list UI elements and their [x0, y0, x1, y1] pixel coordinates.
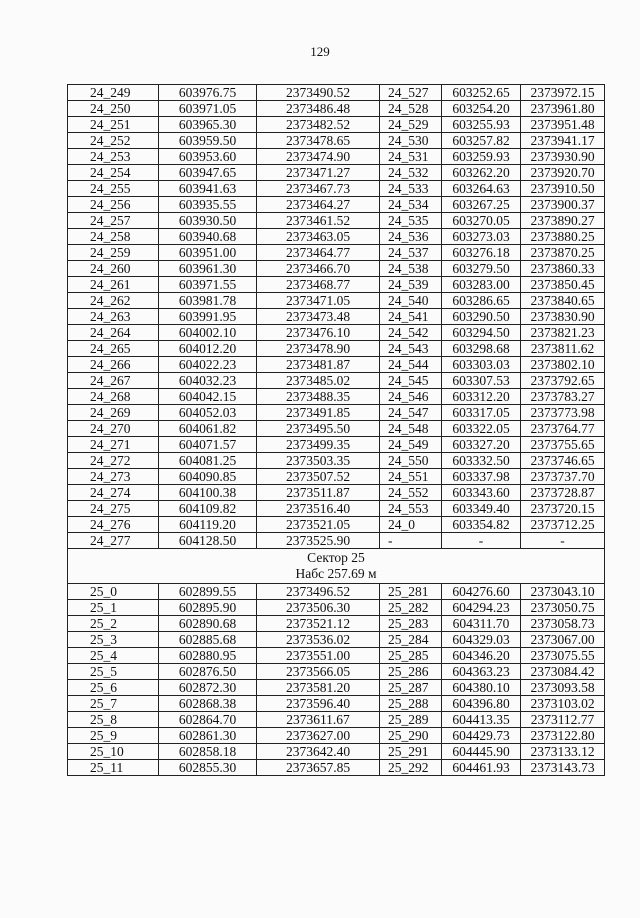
y-coordinate-2-cell: 2373112.77 [521, 712, 605, 728]
x-coordinate-cell: 603961.30 [159, 261, 257, 277]
table-row [68, 485, 605, 501]
y-coordinate-2-cell: 2373058.73 [521, 616, 605, 632]
y-coordinate-cell: 2373478.90 [257, 341, 380, 357]
table-row [68, 632, 605, 648]
point-id-cell: 24_263 [68, 309, 159, 325]
x-coordinate-2-cell: 603349.40 [442, 501, 521, 517]
y-coordinate-2-cell: 2373961.80 [521, 101, 605, 117]
point-id-cell: 24_259 [68, 245, 159, 261]
y-coordinate-cell: 2373581.20 [257, 680, 380, 696]
x-coordinate-2-cell: 603270.05 [442, 213, 521, 229]
point-id-2-cell: - [380, 533, 442, 549]
x-coordinate-2-cell: 604429.73 [442, 728, 521, 744]
point-id-cell: 24_252 [68, 133, 159, 149]
x-coordinate-cell: 604012.20 [159, 341, 257, 357]
y-coordinate-cell: 2373499.35 [257, 437, 380, 453]
y-coordinate-2-cell: 2373811.62 [521, 341, 605, 357]
table-row [68, 133, 605, 149]
y-coordinate-cell: 2373657.85 [257, 760, 380, 776]
point-id-cell: 24_258 [68, 229, 159, 245]
sector-header-cell [68, 549, 605, 584]
y-coordinate-2-cell: 2373712.25 [521, 517, 605, 533]
x-coordinate-2-cell: 604311.70 [442, 616, 521, 632]
point-id-cell: 24_249 [68, 85, 159, 101]
x-coordinate-2-cell: 604396.80 [442, 696, 521, 712]
y-coordinate-cell: 2373503.35 [257, 453, 380, 469]
table-row [68, 728, 605, 744]
table-row [68, 664, 605, 680]
x-coordinate-2-cell: 603332.50 [442, 453, 521, 469]
x-coordinate-cell: 604071.57 [159, 437, 257, 453]
point-id-cell: 24_269 [68, 405, 159, 421]
point-id-2-cell: 24_552 [380, 485, 442, 501]
y-coordinate-2-cell: 2373930.90 [521, 149, 605, 165]
y-coordinate-2-cell: 2373840.65 [521, 293, 605, 309]
x-coordinate-cell: 602880.95 [159, 648, 257, 664]
x-coordinate-2-cell: 603267.25 [442, 197, 521, 213]
x-coordinate-cell: 604119.20 [159, 517, 257, 533]
x-coordinate-cell: 604022.23 [159, 357, 257, 373]
x-coordinate-2-cell: 603257.82 [442, 133, 521, 149]
point-id-cell: 24_254 [68, 165, 159, 181]
point-id-cell: 24_277 [68, 533, 159, 549]
table-row [68, 533, 605, 549]
x-coordinate-2-cell: 603327.20 [442, 437, 521, 453]
y-coordinate-2-cell: 2373720.15 [521, 501, 605, 517]
point-id-cell: 24_270 [68, 421, 159, 437]
point-id-cell: 24_255 [68, 181, 159, 197]
y-coordinate-2-cell: 2373764.77 [521, 421, 605, 437]
point-id-2-cell: 25_291 [380, 744, 442, 760]
y-coordinate-cell: 2373471.27 [257, 165, 380, 181]
x-coordinate-cell: 603971.05 [159, 101, 257, 117]
x-coordinate-cell: 604109.82 [159, 501, 257, 517]
y-coordinate-cell: 2373478.65 [257, 133, 380, 149]
table-row [68, 213, 605, 229]
point-id-cell: 25_8 [68, 712, 159, 728]
y-coordinate-cell: 2373476.10 [257, 325, 380, 341]
x-coordinate-2-cell: 603264.63 [442, 181, 521, 197]
x-coordinate-2-cell: 603290.50 [442, 309, 521, 325]
x-coordinate-2-cell: 603354.82 [442, 517, 521, 533]
point-id-cell: 25_11 [68, 760, 159, 776]
y-coordinate-cell: 2373481.87 [257, 357, 380, 373]
y-coordinate-cell: 2373511.87 [257, 485, 380, 501]
y-coordinate-2-cell: 2373900.37 [521, 197, 605, 213]
point-id-2-cell: 24_550 [380, 453, 442, 469]
x-coordinate-cell: 603941.63 [159, 181, 257, 197]
x-coordinate-2-cell: 603312.20 [442, 389, 521, 405]
x-coordinate-cell: 604061.82 [159, 421, 257, 437]
y-coordinate-2-cell: 2373802.10 [521, 357, 605, 373]
point-id-cell: 24_256 [68, 197, 159, 213]
x-coordinate-cell: 604100.38 [159, 485, 257, 501]
x-coordinate-2-cell: 603317.05 [442, 405, 521, 421]
y-coordinate-2-cell: 2373860.33 [521, 261, 605, 277]
point-id-2-cell: 24_549 [380, 437, 442, 453]
point-id-cell: 24_273 [68, 469, 159, 485]
point-id-2-cell: 24_542 [380, 325, 442, 341]
y-coordinate-cell: 2373464.27 [257, 197, 380, 213]
point-id-2-cell: 25_285 [380, 648, 442, 664]
point-id-2-cell: 25_287 [380, 680, 442, 696]
y-coordinate-cell: 2373495.50 [257, 421, 380, 437]
y-coordinate-cell: 2373642.40 [257, 744, 380, 760]
y-coordinate-2-cell: 2373075.55 [521, 648, 605, 664]
table-row [68, 744, 605, 760]
x-coordinate-2-cell: 603298.68 [442, 341, 521, 357]
x-coordinate-2-cell: 604445.90 [442, 744, 521, 760]
x-coordinate-2-cell: 603322.05 [442, 421, 521, 437]
point-id-2-cell: 24_545 [380, 373, 442, 389]
point-id-cell: 24_264 [68, 325, 159, 341]
point-id-cell: 24_250 [68, 101, 159, 117]
point-id-cell: 24_251 [68, 117, 159, 133]
x-coordinate-2-cell: 603252.65 [442, 85, 521, 101]
y-coordinate-2-cell: 2373773.98 [521, 405, 605, 421]
y-coordinate-cell: 2373464.77 [257, 245, 380, 261]
table-row [68, 469, 605, 485]
y-coordinate-cell: 2373521.05 [257, 517, 380, 533]
point-id-cell: 24_253 [68, 149, 159, 165]
point-id-2-cell: 25_284 [380, 632, 442, 648]
sector-header-row [68, 549, 605, 584]
table-row [68, 648, 605, 664]
y-coordinate-2-cell: 2373084.42 [521, 664, 605, 680]
x-coordinate-2-cell: 603255.93 [442, 117, 521, 133]
table-row [68, 680, 605, 696]
x-coordinate-cell: 602855.30 [159, 760, 257, 776]
y-coordinate-cell: 2373496.52 [257, 584, 380, 600]
point-id-2-cell: 25_292 [380, 760, 442, 776]
x-coordinate-cell: 604002.10 [159, 325, 257, 341]
x-coordinate-cell: 603947.65 [159, 165, 257, 181]
table-row [68, 149, 605, 165]
table-row [68, 712, 605, 728]
x-coordinate-cell: 602861.30 [159, 728, 257, 744]
x-coordinate-cell: 602899.55 [159, 584, 257, 600]
x-coordinate-2-cell: 604380.10 [442, 680, 521, 696]
sector-title: Сектор 25 [307, 550, 365, 565]
x-coordinate-cell: 602895.90 [159, 600, 257, 616]
y-coordinate-2-cell: 2373737.70 [521, 469, 605, 485]
y-coordinate-2-cell: 2373941.17 [521, 133, 605, 149]
x-coordinate-2-cell: 603259.93 [442, 149, 521, 165]
table-row [68, 696, 605, 712]
x-coordinate-cell: 603940.68 [159, 229, 257, 245]
table-row [68, 165, 605, 181]
table-row [68, 229, 605, 245]
point-id-2-cell: 24_535 [380, 213, 442, 229]
x-coordinate-cell: 603976.75 [159, 85, 257, 101]
y-coordinate-cell: 2373491.85 [257, 405, 380, 421]
x-coordinate-2-cell: 603286.65 [442, 293, 521, 309]
point-id-2-cell: 24_530 [380, 133, 442, 149]
point-id-2-cell: 24_553 [380, 501, 442, 517]
y-coordinate-2-cell: 2373043.10 [521, 584, 605, 600]
x-coordinate-2-cell: 603337.98 [442, 469, 521, 485]
point-id-cell: 24_275 [68, 501, 159, 517]
table-row [68, 277, 605, 293]
x-coordinate-cell: 603981.78 [159, 293, 257, 309]
y-coordinate-2-cell: 2373951.48 [521, 117, 605, 133]
x-coordinate-2-cell: 604346.20 [442, 648, 521, 664]
y-coordinate-cell: 2373486.48 [257, 101, 380, 117]
x-coordinate-2-cell: 603276.18 [442, 245, 521, 261]
point-id-2-cell: 24_537 [380, 245, 442, 261]
x-coordinate-2-cell: 603303.03 [442, 357, 521, 373]
x-coordinate-2-cell: 603273.03 [442, 229, 521, 245]
point-id-2-cell: 25_288 [380, 696, 442, 712]
y-coordinate-cell: 2373473.48 [257, 309, 380, 325]
point-id-cell: 24_274 [68, 485, 159, 501]
y-coordinate-2-cell: 2373050.75 [521, 600, 605, 616]
point-id-2-cell: 24_546 [380, 389, 442, 405]
x-coordinate-cell: 604081.25 [159, 453, 257, 469]
sector-25-body [68, 584, 605, 776]
sector-24-body [68, 85, 605, 549]
point-id-cell: 24_272 [68, 453, 159, 469]
y-coordinate-cell: 2373506.30 [257, 600, 380, 616]
point-id-2-cell: 24_531 [380, 149, 442, 165]
y-coordinate-cell: 2373474.90 [257, 149, 380, 165]
y-coordinate-2-cell: 2373920.70 [521, 165, 605, 181]
table-row [68, 453, 605, 469]
y-coordinate-2-cell: 2373870.25 [521, 245, 605, 261]
point-id-2-cell: 25_286 [380, 664, 442, 680]
x-coordinate-cell: 603953.60 [159, 149, 257, 165]
y-coordinate-cell: 2373468.77 [257, 277, 380, 293]
table-row [68, 405, 605, 421]
y-coordinate-cell: 2373627.00 [257, 728, 380, 744]
x-coordinate-2-cell: 604294.23 [442, 600, 521, 616]
x-coordinate-2-cell: - [442, 533, 521, 549]
x-coordinate-cell: 603959.50 [159, 133, 257, 149]
table-row [68, 760, 605, 776]
y-coordinate-2-cell: 2373122.80 [521, 728, 605, 744]
table-row [68, 293, 605, 309]
x-coordinate-cell: 604090.85 [159, 469, 257, 485]
point-id-2-cell: 24_551 [380, 469, 442, 485]
x-coordinate-2-cell: 604461.93 [442, 760, 521, 776]
x-coordinate-cell: 603930.50 [159, 213, 257, 229]
point-id-2-cell: 24_547 [380, 405, 442, 421]
x-coordinate-cell: 602885.68 [159, 632, 257, 648]
sector-25-header [68, 549, 605, 584]
y-coordinate-cell: 2373467.73 [257, 181, 380, 197]
y-coordinate-2-cell: 2373103.02 [521, 696, 605, 712]
point-id-2-cell: 24_528 [380, 101, 442, 117]
point-id-cell: 25_7 [68, 696, 159, 712]
x-coordinate-2-cell: 604276.60 [442, 584, 521, 600]
x-coordinate-cell: 603965.30 [159, 117, 257, 133]
x-coordinate-cell: 604042.15 [159, 389, 257, 405]
y-coordinate-2-cell: 2373133.12 [521, 744, 605, 760]
table-row [68, 181, 605, 197]
x-coordinate-cell: 603951.00 [159, 245, 257, 261]
x-coordinate-cell: 602872.30 [159, 680, 257, 696]
point-id-cell: 25_9 [68, 728, 159, 744]
point-id-cell: 25_2 [68, 616, 159, 632]
y-coordinate-2-cell: 2373093.58 [521, 680, 605, 696]
x-coordinate-cell: 604128.50 [159, 533, 257, 549]
point-id-2-cell: 25_289 [380, 712, 442, 728]
x-coordinate-cell: 603971.55 [159, 277, 257, 293]
table-row [68, 117, 605, 133]
point-id-cell: 24_265 [68, 341, 159, 357]
point-id-cell: 25_0 [68, 584, 159, 600]
point-id-2-cell: 24_533 [380, 181, 442, 197]
point-id-cell: 25_3 [68, 632, 159, 648]
point-id-cell: 24_267 [68, 373, 159, 389]
y-coordinate-2-cell: 2373755.65 [521, 437, 605, 453]
point-id-2-cell: 24_543 [380, 341, 442, 357]
table-row [68, 197, 605, 213]
table-row [68, 373, 605, 389]
table-row [68, 584, 605, 600]
table-row [68, 421, 605, 437]
point-id-cell: 25_10 [68, 744, 159, 760]
point-id-2-cell: 25_282 [380, 600, 442, 616]
x-coordinate-2-cell: 603254.20 [442, 101, 521, 117]
y-coordinate-cell: 2373463.05 [257, 229, 380, 245]
y-coordinate-2-cell: - [521, 533, 605, 549]
page-number: 129 [310, 44, 330, 59]
y-coordinate-2-cell: 2373783.27 [521, 389, 605, 405]
point-id-cell: 24_276 [68, 517, 159, 533]
y-coordinate-cell: 2373566.05 [257, 664, 380, 680]
y-coordinate-cell: 2373516.40 [257, 501, 380, 517]
point-id-2-cell: 25_290 [380, 728, 442, 744]
y-coordinate-2-cell: 2373067.00 [521, 632, 605, 648]
y-coordinate-2-cell: 2373972.15 [521, 85, 605, 101]
x-coordinate-2-cell: 603343.60 [442, 485, 521, 501]
y-coordinate-2-cell: 2373830.90 [521, 309, 605, 325]
table-row [68, 517, 605, 533]
table-row [68, 325, 605, 341]
x-coordinate-cell: 604052.03 [159, 405, 257, 421]
table-row [68, 437, 605, 453]
x-coordinate-cell: 602890.68 [159, 616, 257, 632]
y-coordinate-2-cell: 2373792.65 [521, 373, 605, 389]
y-coordinate-2-cell: 2373746.65 [521, 453, 605, 469]
x-coordinate-cell: 603935.55 [159, 197, 257, 213]
point-id-cell: 24_261 [68, 277, 159, 293]
point-id-2-cell: 24_538 [380, 261, 442, 277]
point-id-cell: 24_262 [68, 293, 159, 309]
y-coordinate-cell: 2373551.00 [257, 648, 380, 664]
x-coordinate-2-cell: 603294.50 [442, 325, 521, 341]
point-id-2-cell: 24_536 [380, 229, 442, 245]
x-coordinate-cell: 602868.38 [159, 696, 257, 712]
point-id-2-cell: 24_527 [380, 85, 442, 101]
y-coordinate-2-cell: 2373890.27 [521, 213, 605, 229]
table-row [68, 261, 605, 277]
point-id-2-cell: 24_544 [380, 357, 442, 373]
point-id-2-cell: 24_529 [380, 117, 442, 133]
table-row [68, 501, 605, 517]
table-row [68, 309, 605, 325]
x-coordinate-2-cell: 603262.20 [442, 165, 521, 181]
y-coordinate-cell: 2373611.67 [257, 712, 380, 728]
point-id-2-cell: 24_539 [380, 277, 442, 293]
y-coordinate-cell: 2373521.12 [257, 616, 380, 632]
table-row [68, 600, 605, 616]
table-row [68, 85, 605, 101]
table-row [68, 616, 605, 632]
point-id-2-cell: 25_281 [380, 584, 442, 600]
y-coordinate-2-cell: 2373880.25 [521, 229, 605, 245]
x-coordinate-cell: 602876.50 [159, 664, 257, 680]
y-coordinate-2-cell: 2373850.45 [521, 277, 605, 293]
y-coordinate-cell: 2373485.02 [257, 373, 380, 389]
point-id-2-cell: 24_540 [380, 293, 442, 309]
y-coordinate-cell: 2373536.02 [257, 632, 380, 648]
coordinates-table [67, 84, 605, 776]
point-id-2-cell: 24_532 [380, 165, 442, 181]
point-id-cell: 24_257 [68, 213, 159, 229]
point-id-cell: 25_5 [68, 664, 159, 680]
sector-elevation: Набс 257.69 м [295, 566, 377, 581]
table-row [68, 357, 605, 373]
x-coordinate-cell: 602864.70 [159, 712, 257, 728]
x-coordinate-2-cell: 604329.03 [442, 632, 521, 648]
point-id-cell: 24_260 [68, 261, 159, 277]
x-coordinate-cell: 603991.95 [159, 309, 257, 325]
y-coordinate-2-cell: 2373821.23 [521, 325, 605, 341]
point-id-cell: 24_271 [68, 437, 159, 453]
table-row [68, 245, 605, 261]
y-coordinate-cell: 2373507.52 [257, 469, 380, 485]
point-id-cell: 24_266 [68, 357, 159, 373]
y-coordinate-2-cell: 2373143.73 [521, 760, 605, 776]
y-coordinate-cell: 2373466.70 [257, 261, 380, 277]
y-coordinate-cell: 2373488.35 [257, 389, 380, 405]
table-row [68, 101, 605, 117]
x-coordinate-cell: 602858.18 [159, 744, 257, 760]
x-coordinate-2-cell: 604413.35 [442, 712, 521, 728]
x-coordinate-cell: 604032.23 [159, 373, 257, 389]
table-row [68, 341, 605, 357]
y-coordinate-cell: 2373525.90 [257, 533, 380, 549]
y-coordinate-2-cell: 2373910.50 [521, 181, 605, 197]
point-id-cell: 25_4 [68, 648, 159, 664]
y-coordinate-cell: 2373471.05 [257, 293, 380, 309]
x-coordinate-2-cell: 603307.53 [442, 373, 521, 389]
y-coordinate-2-cell: 2373728.87 [521, 485, 605, 501]
x-coordinate-2-cell: 604363.23 [442, 664, 521, 680]
point-id-cell: 25_1 [68, 600, 159, 616]
point-id-cell: 24_268 [68, 389, 159, 405]
point-id-2-cell: 24_534 [380, 197, 442, 213]
y-coordinate-cell: 2373482.52 [257, 117, 380, 133]
point-id-cell: 25_6 [68, 680, 159, 696]
point-id-2-cell: 24_0 [380, 517, 442, 533]
point-id-2-cell: 25_283 [380, 616, 442, 632]
x-coordinate-2-cell: 603279.50 [442, 261, 521, 277]
y-coordinate-cell: 2373461.52 [257, 213, 380, 229]
y-coordinate-cell: 2373596.40 [257, 696, 380, 712]
point-id-2-cell: 24_548 [380, 421, 442, 437]
y-coordinate-cell: 2373490.52 [257, 85, 380, 101]
point-id-2-cell: 24_541 [380, 309, 442, 325]
table-row [68, 389, 605, 405]
x-coordinate-2-cell: 603283.00 [442, 277, 521, 293]
